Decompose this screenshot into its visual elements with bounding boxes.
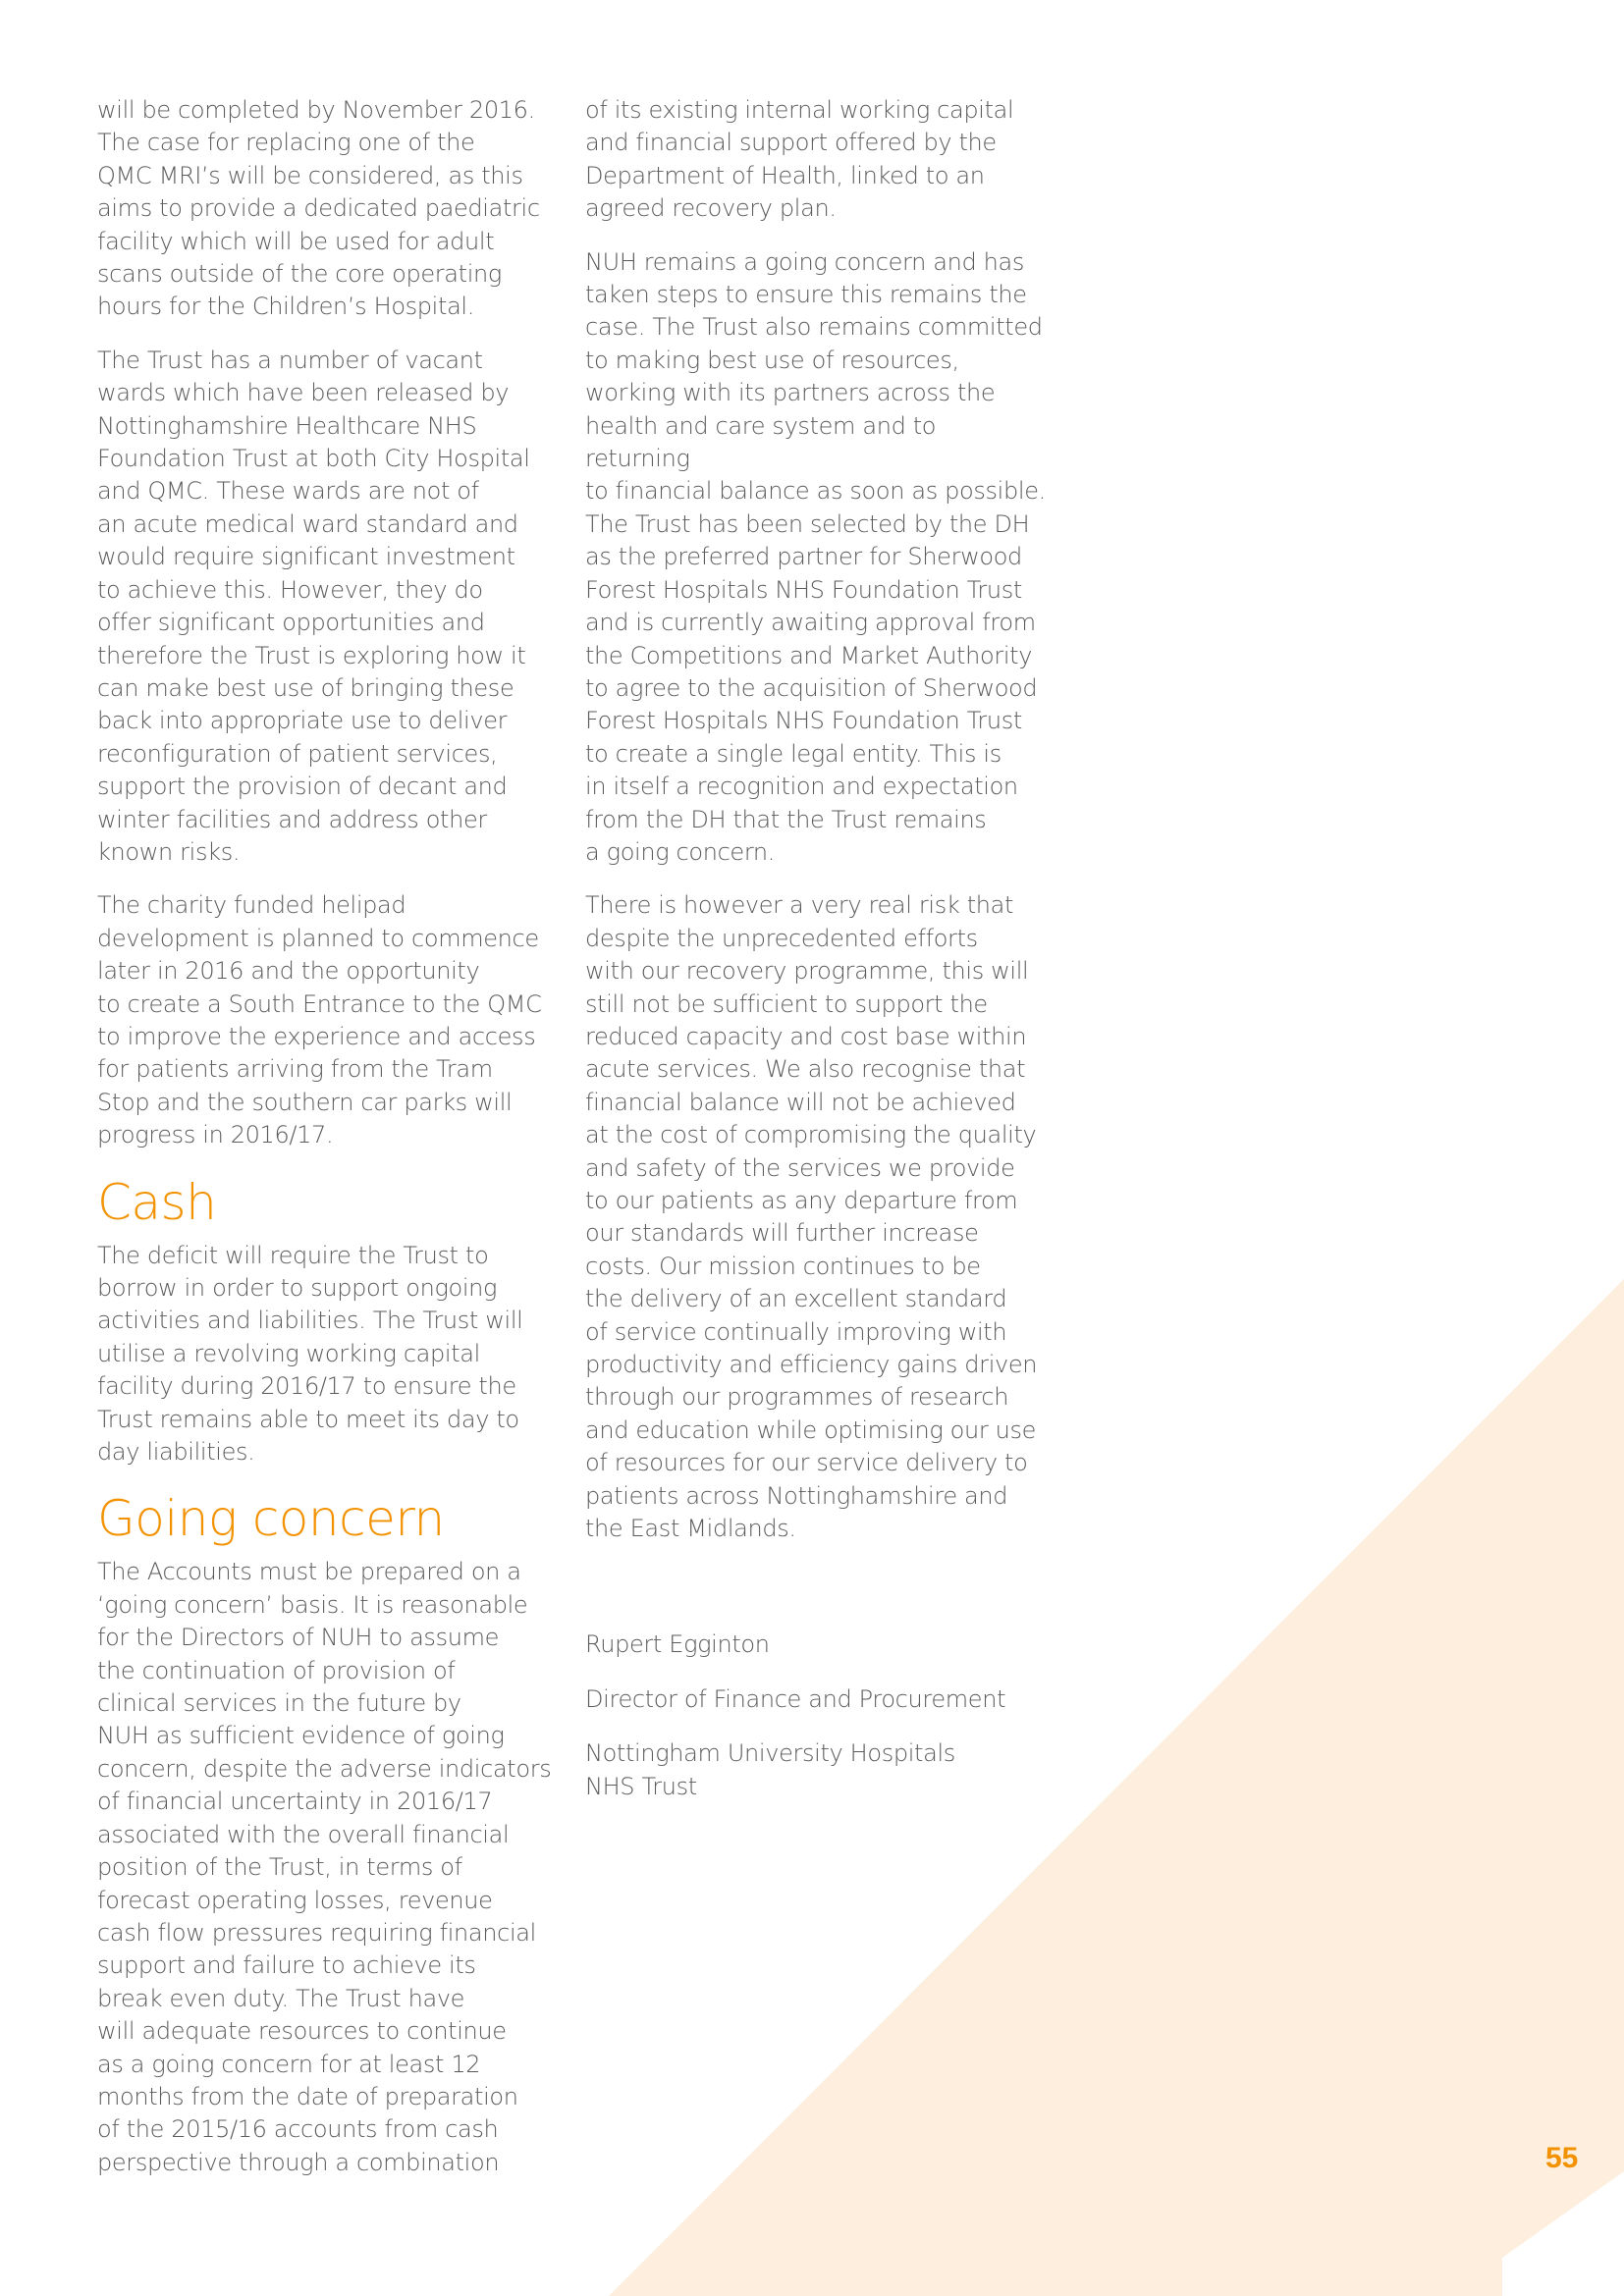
page-number: 55 [1545, 2142, 1579, 2174]
body-paragraph: will be completed by November 2016. The case for replacing one of the QMC MRI’s will be considered, as this aims to provide a dedicated paediatric facility which will be used for adult scans outside of the core operating hours for the Children’s Hospital. [97, 96, 540, 321]
going-concern-paragraph: The Accounts must be prepared on a ‘going concern’ basis. It is reasonable for the Directors of NUH to assume the continuation of provision of clinical services in the future by NUH as sufficient evidence of going concern, despite the adverse indicators of financial uncertainty in 2016/17 associated with the overall financial position of the Trust, in terms of forecast operating losses, revenue cash flow pressures requiring financial support and failure to achieve its break even duty. The Trust have will adequate resources to continue as a going concern for at least 12 months from the date of preparation of the 2015/16 accounts from cash perspective through a combination [97, 1558, 552, 2176]
body-paragraph: There is however a very real risk that despite the unprecedented efforts with our recovery programme, this will still not be sufficient to support the reduced capacity and cost base within acute services. We also recognise that financial balance will not be achieved at the cost of compromising the quality and safety of the services we provide to our patients as any departure from our standards will further increase costs. Our mission continues to be the delivery of an excellent standard of service continually improving with productivity and efficiency gains driven through our programmes of research and education while optimising our use of resources for our service delivery to patients across Nottinghamshire and the East Midlands. [585, 891, 1038, 1543]
right-column [585, 94, 1047, 1825]
going-concern-heading: Going concern [97, 1490, 445, 1548]
signatory-organisation: Nottingham University Hospitals NHS Trust [585, 1739, 955, 1800]
body-paragraph: of its existing internal working capital and financial support offered by the Department of Health, linked to an agreed recovery plan. [585, 96, 1014, 223]
cash-paragraph: The deficit will require the Trust to borrow in order to support ongoing activities and liabilities. The Trust will utilise a revolving working capital facility during 2016/17 to ensure the Trust remains able to meet its day to day liabilities. [97, 1241, 523, 1467]
body-paragraph: The charity funded helipad development is planned to commence later in 2016 and the opportunity to create a South Entrance to the QMC to improve the experience and access for patients arriving from the Tram Stop and the southern car parks will progress in 2016/17. [97, 891, 542, 1149]
signatory-name: Rupert Egginton [585, 1630, 770, 1659]
signatory-title: Director of Finance and Procurement [585, 1684, 1006, 1713]
body-paragraph: The Trust has a number of vacant wards which have been released by Nottinghamshire Healthcare NHS Foundation Trust at both City Hospital and QMC. These wards are not of an acute medical ward standard and would require significant investment to achieve this. However, they do offer significant opportunities and therefore the Trust is exploring how it can make best use of bringing these back into appropriate use to deliver reconfiguration of patient services, support the provision of decant and winter facilities and address other known risks. [97, 346, 530, 866]
signature-spacer [585, 1566, 1047, 1629]
body-paragraph: NUH remains a going concern and has taken steps to ensure this remains the case. The Trust also remains committed to making best use of resources, working with its partners across the health and care system and to returning to financial balance as soon as possible. The Trust has been selected by the DH as the preferred partner for Sherwood Forest Hospitals NHS Foundation Trust and is currently awaiting approval from the Competitions and Market Authority to agree to the acquisition of Sherwood Forest Hospitals NHS Foundation Trust to create a single legal entity. This is in itself a recognition and expectation from the DH that the Trust remains a going concern. [585, 247, 1046, 866]
left-column [97, 94, 559, 2200]
cash-heading: Cash [97, 1173, 217, 1231]
